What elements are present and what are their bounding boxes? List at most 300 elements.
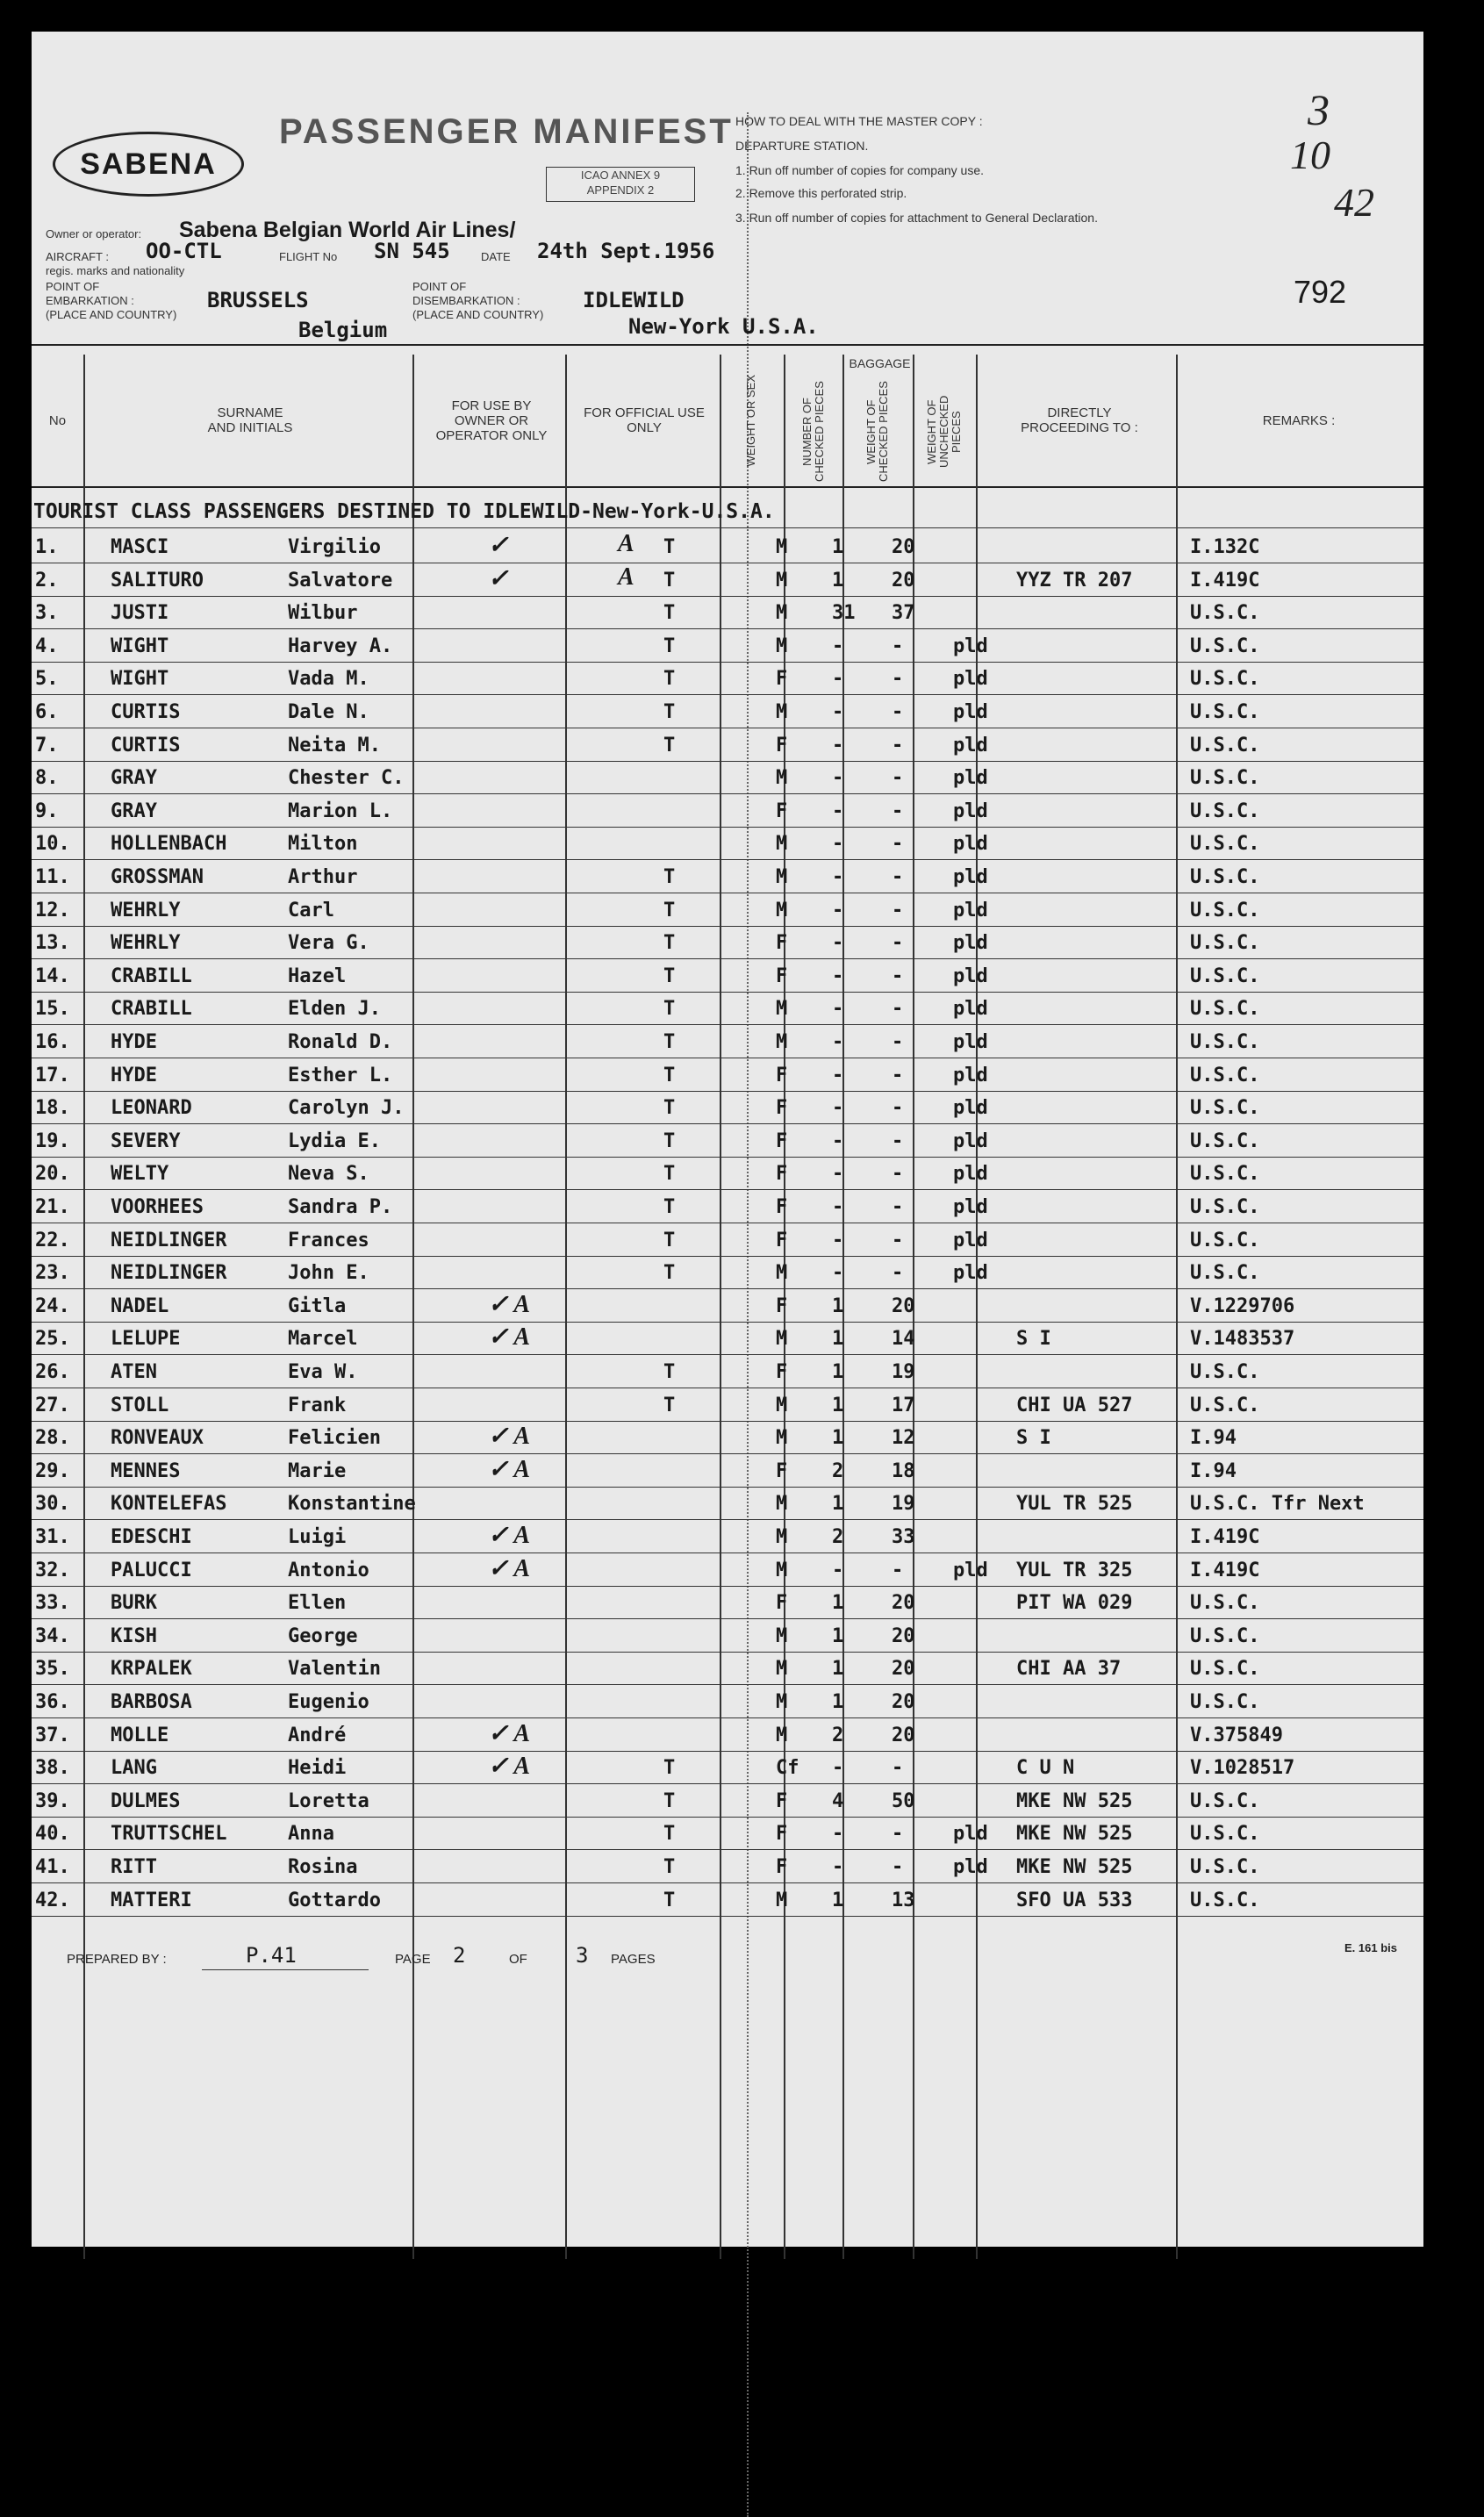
cell-given-name: Frank [288,1394,347,1416]
cell-class: T [663,1856,676,1878]
cell-sex: M [776,866,788,888]
cell-remarks: U.S.C. [1190,1592,1260,1615]
cell-destination: YUL TR 325 [1016,1559,1133,1581]
cell-sex: F [776,668,788,691]
cell-surname: RITT [111,1856,157,1878]
cell-sex: M [776,899,788,921]
cell-surname: LEONARD [111,1097,192,1120]
cell-remarks: U.S.C. [1190,998,1260,1021]
cell-checked-pieces: 2 [832,1526,844,1548]
cell-checked-pieces: - [832,1064,844,1086]
cell-class: T [663,1789,676,1812]
cell-given-name: Vera G. [288,932,369,955]
cell-remarks: I.94 [1190,1459,1237,1482]
cell-class: T [663,866,676,888]
cell-checked-weight: 18 [892,1459,915,1482]
cell-surname: WEHRLY [111,932,181,955]
cell-destination: YYZ TR 207 [1016,569,1133,592]
cell-class: T [663,1889,676,1911]
table-row [32,926,1423,959]
cell-unchecked-weight: pld [953,1064,988,1086]
cell-remarks: U.S.C. [1190,964,1260,987]
cell-checked-pieces: 1 [832,1889,844,1911]
cell-checked-weight: - [892,1196,904,1218]
cell-checked-pieces: - [832,932,844,955]
cell-destination: PIT WA 029 [1016,1592,1133,1615]
cell-official-mark: A [618,563,634,591]
cell-remarks: V.1483537 [1190,1328,1295,1351]
cell-sex: M [776,1559,788,1581]
cell-given-name: Elden J. [288,998,381,1021]
cell-row-number: 26. [35,1361,70,1383]
cell-surname: SEVERY [111,1129,181,1152]
table-row [32,1685,1423,1718]
cell-checked-weight: 13 [892,1889,915,1911]
col-header-weight-sex-cell [723,355,779,486]
cell-unchecked-weight: pld [953,899,988,921]
cell-sex: F [776,1097,788,1120]
cell-class: T [663,1031,676,1053]
disembarkation-place: IDLEWILD [583,288,685,312]
cell-row-number: 20. [35,1163,70,1186]
cell-sex: F [776,734,788,757]
cell-checked-pieces: - [832,1823,844,1846]
cell-sex: M [776,1624,788,1647]
cell-checked-weight: - [892,767,904,790]
cell-surname: MENNES [111,1459,181,1482]
col-header-owner-use: FOR USE BY OWNER OR OPERATOR ONLY [435,398,548,443]
cell-sex: F [776,1163,788,1186]
cell-row-number: 27. [35,1394,70,1416]
table-row [32,1322,1423,1355]
table-top-border [32,344,1423,346]
cell-remarks: U.S.C. [1190,1691,1260,1713]
cell-checked-weight: - [892,1823,904,1846]
table-row [32,1388,1423,1422]
cell-given-name: Dale N. [288,701,369,723]
cell-row-number: 6. [35,701,59,723]
cell-surname: WELTY [111,1163,169,1186]
cell-remarks: U.S.C. [1190,1163,1260,1186]
cell-sex: M [776,635,788,657]
cell-given-name: Carl [288,899,334,921]
cell-sex: M [776,602,788,625]
owner-value: Sabena Belgian World Air Lines/ [179,218,516,242]
cell-surname: GROSSMAN [111,866,204,888]
cell-surname: NEIDLINGER [111,1262,227,1285]
cell-class: T [663,1196,676,1218]
cell-checked-weight: - [892,899,904,921]
cell-given-name: Milton [288,833,358,856]
table-row [32,794,1423,828]
cell-given-name: John E. [288,1262,369,1285]
cell-surname: EDESCHI [111,1526,192,1548]
cell-sex: M [776,701,788,723]
cell-class: T [663,734,676,757]
cell-sex: M [776,1658,788,1681]
cell-checked-pieces: - [832,866,844,888]
table-row [32,596,1423,629]
cell-row-number: 17. [35,1064,70,1086]
flight-label: FLIGHT No [279,250,338,263]
cell-checked-pieces: 1 [832,1493,844,1516]
cell-sex: F [776,1129,788,1152]
cell-given-name: Ellen [288,1592,347,1615]
cell-checked-pieces: 1 [832,1691,844,1713]
cell-unchecked-weight: pld [953,1031,988,1053]
cell-given-name: Heidi [288,1757,347,1780]
embarkation-label-3: (PLACE AND COUNTRY) [46,308,177,321]
cell-row-number: 7. [35,734,59,757]
cell-checked-weight: 19 [892,1493,915,1516]
table-row [32,1091,1423,1124]
cell-surname: MASCI [111,536,169,558]
cell-row-number: 25. [35,1328,70,1351]
cell-checked-weight: 33 [892,1526,915,1548]
table-row [32,629,1423,663]
cell-given-name: Carolyn J. [288,1097,405,1120]
cell-unchecked-weight: pld [953,1163,988,1186]
cell-given-name: Neita M. [288,734,381,757]
cell-given-name: Marcel [288,1328,358,1351]
cell-checked-weight: 20 [892,1592,915,1615]
cell-sex: M [776,1031,788,1053]
cell-surname: PALUCCI [111,1559,192,1581]
table-row [32,1751,1423,1784]
cell-surname: STOLL [111,1394,169,1416]
cell-row-number: 41. [35,1856,70,1878]
cell-row-number: 11. [35,866,70,888]
cell-owner-mark: ✓ A [488,1323,531,1352]
cell-owner-mark: ✓ A [488,1554,531,1582]
cell-checked-weight: - [892,998,904,1021]
col-header-weight-unchecked-cell [913,377,976,486]
cell-class: T [663,964,676,987]
cell-row-number: 16. [35,1031,70,1053]
cell-class: T [663,1394,676,1416]
cell-checked-pieces: - [832,1856,844,1878]
cell-row-number: 36. [35,1691,70,1713]
instructions-title-2: DEPARTURE STATION. [735,139,869,153]
cell-sex: F [776,1196,788,1218]
cell-surname: KONTELEFAS [111,1493,227,1516]
cell-checked-weight: - [892,1031,904,1053]
cell-checked-weight: 14 [892,1328,915,1351]
cell-remarks: I.132C [1190,536,1260,558]
table-row [32,1817,1423,1850]
cell-given-name: Valentin [288,1658,381,1681]
cell-checked-weight: 19 [892,1361,915,1383]
cell-sex: M [776,1889,788,1911]
col-header-remarks: REMARKS : [1262,412,1336,428]
cell-sex: F [776,1592,788,1615]
annex-line-2: APPENDIX 2 [586,183,655,197]
table-row [32,860,1423,893]
cell-checked-pieces: 4 [832,1789,844,1812]
cell-owner-mark: ✓ A [488,1719,531,1747]
cell-checked-pieces: - [832,767,844,790]
table-row [32,662,1423,695]
table-row [32,1421,1423,1454]
cell-unchecked-weight: pld [953,866,988,888]
cell-surname: CRABILL [111,998,192,1021]
embarkation-country: Belgium [298,318,388,342]
cell-remarks: U.S.C. [1190,668,1260,691]
cell-row-number: 13. [35,932,70,955]
cell-checked-weight: - [892,668,904,691]
cell-checked-weight: 20 [892,1724,915,1746]
cell-given-name: Konstantine [288,1493,416,1516]
cell-checked-pieces: - [832,1196,844,1218]
cell-remarks: V.1028517 [1190,1757,1295,1780]
cell-sex: F [776,1459,788,1482]
cell-checked-weight: 20 [892,536,915,558]
cell-checked-pieces: - [832,668,844,691]
cell-given-name: Wilbur [288,602,358,625]
cell-checked-weight: 20 [892,569,915,592]
disembarkation-country: New-York U.S.A. [628,314,819,339]
table-row [32,1883,1423,1917]
cell-row-number: 32. [35,1559,70,1581]
cell-surname: GRAY [111,800,157,822]
table-row [32,893,1423,927]
cell-given-name: Sandra P. [288,1196,393,1218]
cell-class: T [663,932,676,955]
annex-box [546,167,695,202]
cell-surname: BARBOSA [111,1691,192,1713]
cell-checked-pieces: - [832,833,844,856]
cell-remarks: U.S.C. [1190,1262,1260,1285]
cell-given-name: Chester C. [288,767,405,790]
cell-unchecked-weight: pld [953,1097,988,1120]
cell-sex: M [776,1394,788,1416]
cell-remarks: U.S.C. [1190,1097,1260,1120]
cell-checked-weight: - [892,1757,904,1780]
cell-sex: M [776,1262,788,1285]
cell-surname: SALITURO [111,569,204,592]
cell-unchecked-weight: pld [953,1196,988,1218]
page-number: 792 [1294,274,1347,310]
cell-remarks: U.S.C. [1190,701,1260,723]
cell-checked-pieces: - [832,1129,844,1152]
cell-owner-mark: ✓ [488,564,509,592]
cell-remarks: U.S.C. [1190,1889,1260,1911]
cell-checked-pieces: - [832,1031,844,1053]
table-row [32,1652,1423,1685]
cell-owner-mark: ✓ A [488,1455,531,1483]
cell-surname: WIGHT [111,668,169,691]
cell-given-name: Harvey A. [288,635,393,657]
cell-unchecked-weight: pld [953,635,988,657]
cell-checked-weight: - [892,1262,904,1285]
cell-class: T [663,899,676,921]
cell-row-number: 39. [35,1789,70,1812]
cell-remarks: U.S.C. [1190,602,1260,625]
cell-checked-pieces: - [832,800,844,822]
cell-surname: CRABILL [111,964,192,987]
table-row [32,1619,1423,1653]
cell-surname: HYDE [111,1064,157,1086]
date-label: DATE [481,250,511,263]
cell-sex: M [776,998,788,1021]
cell-row-number: 15. [35,998,70,1021]
cell-class: T [663,1129,676,1152]
instruction-2: 2. Remove this perforated strip. [735,186,907,200]
table-row [32,1157,1423,1190]
handwritten-mark-3: 42 [1334,180,1374,225]
table-row [32,1850,1423,1883]
cell-sex: M [776,1493,788,1516]
cell-given-name: Felicien [288,1427,381,1450]
cell-row-number: 10. [35,833,70,856]
row-line [32,1916,1423,1917]
cell-sex: F [776,1294,788,1317]
cell-row-number: 21. [35,1196,70,1218]
disembarkation-label-1: POINT OF [412,280,467,293]
cell-given-name: Anna [288,1823,334,1846]
cell-unchecked-weight: pld [953,998,988,1021]
col-header-weight-unchecked: WEIGHT OF UNCHECKED PIECES [925,395,963,469]
instruction-3: 3. Run off number of copies for attachment to General Declaration. [735,211,1098,225]
cell-remarks: U.S.C. [1190,1361,1260,1383]
cell-given-name: Arthur [288,866,358,888]
cell-row-number: 33. [35,1592,70,1615]
cell-given-name: Rosina [288,1856,358,1878]
cell-surname: WEHRLY [111,899,181,921]
cell-given-name: Virgilio [288,536,381,558]
cell-surname: NADEL [111,1294,169,1317]
cell-sex: F [776,1823,788,1846]
cell-owner-mark: ✓ A [488,1423,531,1451]
cell-sex: M [776,1526,788,1548]
cell-remarks: U.S.C. [1190,833,1260,856]
section-title: TOURIST CLASS PASSENGERS DESTINED TO IDLEWILD-New-York-U.S.A. [33,500,775,523]
cell-checked-pieces: - [832,899,844,921]
pages-label: PAGES [611,1952,656,1967]
cell-sex: F [776,800,788,822]
cell-given-name: André [288,1724,347,1746]
cell-sex: M [776,1427,788,1450]
instruction-1: 1. Run off number of copies for company use. [735,163,985,177]
cell-unchecked-weight: pld [953,833,988,856]
cell-checked-weight: 20 [892,1624,915,1647]
cell-surname: KRPALEK [111,1658,192,1681]
cell-row-number: 40. [35,1823,70,1846]
cell-destination: S I [1016,1427,1051,1450]
cell-remarks: U.S.C. [1190,1196,1260,1218]
cell-class: T [663,1163,676,1186]
table-row [32,695,1423,728]
col-header-baggage: BAGGAGE [849,355,911,370]
cell-checked-weight: - [892,1559,904,1581]
disembarkation-label-3: (PLACE AND COUNTRY) [412,308,544,321]
cell-surname: LELUPE [111,1328,181,1351]
cell-unchecked-weight: pld [953,800,988,822]
table-row [32,1190,1423,1223]
section-line [32,527,1423,528]
cell-remarks: U.S.C. [1190,1823,1260,1846]
cell-remarks: U.S.C. [1190,1129,1260,1152]
cell-given-name: Gitla [288,1294,347,1317]
cell-checked-pieces: - [832,1757,844,1780]
table-row [32,1487,1423,1520]
aircraft-sub-label: regis. marks and nationality [46,264,185,277]
embarkation-label-1: POINT OF [46,280,100,293]
table-row [32,1586,1423,1619]
table-row [32,1454,1423,1488]
cell-destination: S I [1016,1328,1051,1351]
cell-unchecked-weight: pld [953,1559,988,1581]
cell-owner-mark: ✓ A [488,1522,531,1549]
cell-given-name: Eugenio [288,1691,369,1713]
cell-checked-pieces: 1 [832,1328,844,1351]
cell-checked-pieces: 1 [832,1361,844,1383]
table-row [32,1784,1423,1818]
cell-class: T [663,1361,676,1383]
cell-surname: BURK [111,1592,157,1615]
cell-row-number: 4. [35,635,59,657]
cell-checked-pieces: 2 [832,1459,844,1482]
cell-remarks: U.S.C. [1190,800,1260,822]
cell-checked-weight: 50 [892,1789,915,1812]
cell-destination: MKE NW 525 [1016,1823,1133,1846]
col-header-num-checked: NUMBER OF CHECKED PIECES [799,381,826,483]
cell-checked-weight: - [892,635,904,657]
cell-checked-weight: - [892,932,904,955]
table-row [32,761,1423,794]
cell-sex: F [776,932,788,955]
cell-checked-pieces: 31 [832,602,856,625]
cell-remarks: I.419C [1190,569,1260,592]
cell-checked-pieces: 1 [832,1294,844,1317]
cell-row-number: 38. [35,1757,70,1780]
cell-row-number: 12. [35,899,70,921]
cell-checked-weight: - [892,964,904,987]
cell-sex: F [776,1229,788,1251]
cell-given-name: Marie [288,1459,347,1482]
flight-value: SN 545 [374,239,450,263]
cell-sex: F [776,1789,788,1812]
cell-class: T [663,1262,676,1285]
cell-given-name: Gottardo [288,1889,381,1911]
cell-checked-weight: - [892,1129,904,1152]
cell-row-number: 24. [35,1294,70,1317]
cell-remarks: U.S.C. [1190,1394,1260,1416]
cell-checked-pieces: - [832,964,844,987]
cell-row-number: 29. [35,1459,70,1482]
cell-sex: F [776,1856,788,1878]
cell-checked-weight: - [892,800,904,822]
aircraft-value: OO-CTL [146,239,222,263]
col-header-weight-checked-cell [842,377,913,486]
cell-given-name: Antonio [288,1559,369,1581]
table-row [32,1553,1423,1587]
cell-surname: ATEN [111,1361,157,1383]
cell-remarks: I.94 [1190,1427,1237,1450]
cell-surname: VOORHEES [111,1196,204,1218]
cell-unchecked-weight: pld [953,668,988,691]
cell-row-number: 18. [35,1097,70,1120]
cell-remarks: V.1229706 [1190,1294,1295,1317]
cell-remarks: U.S.C. [1190,635,1260,657]
cell-surname: CURTIS [111,734,181,757]
cell-checked-pieces: 1 [832,1427,844,1450]
cell-remarks: U.S.C. [1190,899,1260,921]
cell-row-number: 8. [35,767,59,790]
cell-checked-pieces: - [832,1262,844,1285]
cell-given-name: Marion L. [288,800,393,822]
disembarkation-label-2: DISEMBARKATION : [412,294,520,307]
